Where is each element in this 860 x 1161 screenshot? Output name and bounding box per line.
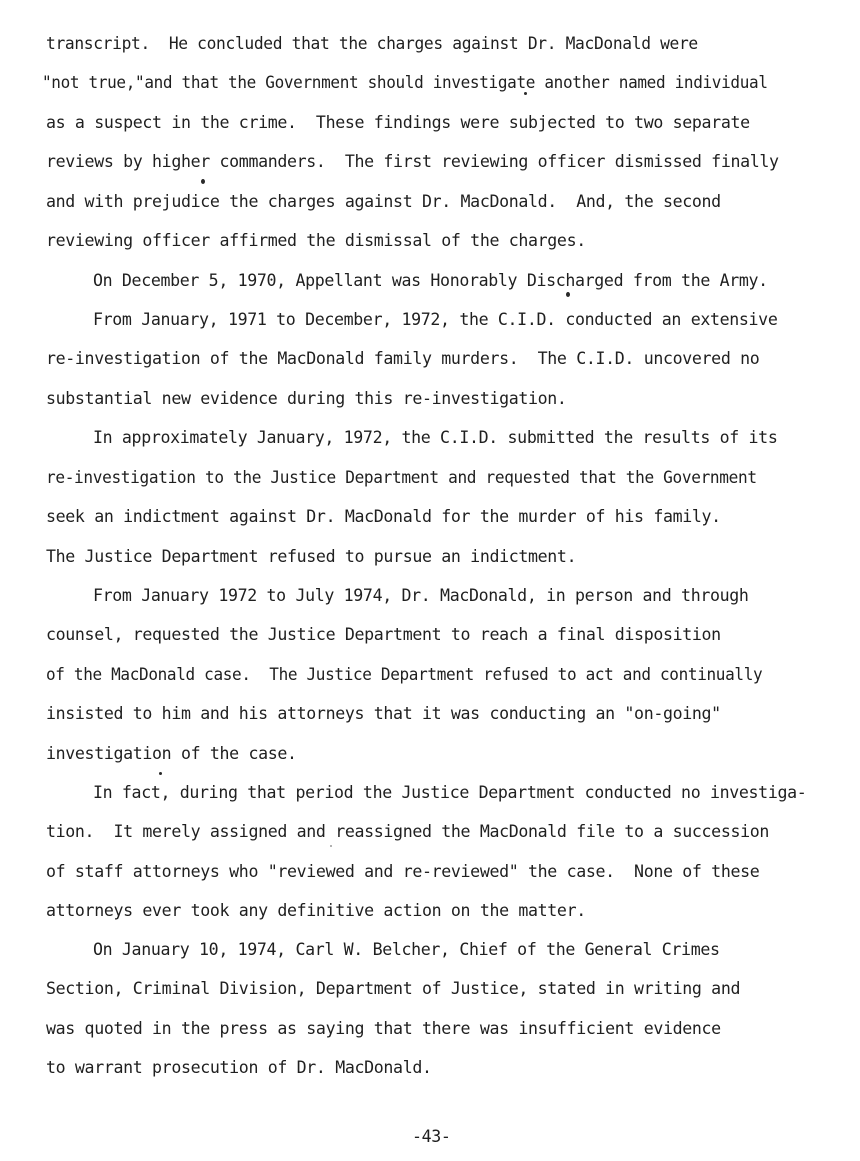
text-line: insisted to him and his attorneys that it was conducting an "on-going" xyxy=(46,704,721,723)
ink-speck xyxy=(330,845,332,847)
page-number: -43- xyxy=(412,1127,451,1146)
text-line: re-investigation to the Justice Department and requested that the Government xyxy=(46,468,757,487)
text-line: "not true,"and that the Government should investigate another named individual xyxy=(42,73,768,92)
text-line: and with prejudice the charges against Dr. MacDonald. And, the second xyxy=(46,192,721,211)
text-line: On December 5, 1970, Appellant was Honorably Discharged from the Army. xyxy=(93,271,768,290)
text-line: of staff attorneys who "reviewed and re-reviewed" the case. None of these xyxy=(46,862,760,881)
text-line: attorneys ever took any definitive action on the matter. xyxy=(46,901,586,920)
ink-speck xyxy=(159,772,162,775)
text-line: reviewing officer affirmed the dismissal of the charges. xyxy=(46,231,586,250)
text-line: investigation of the case. xyxy=(46,744,297,763)
text-line: The Justice Department refused to pursue an indictment. xyxy=(46,547,577,566)
ink-speck xyxy=(524,92,527,95)
text-line: In fact, during that period the Justice Department conducted no investiga- xyxy=(93,783,807,802)
text-line: reviews by higher commanders. The first reviewing officer dismissed finally xyxy=(46,152,779,171)
text-line: of the MacDonald case. The Justice Department refused to act and continually xyxy=(46,665,763,684)
text-line: re-investigation of the MacDonald family murders. The C.I.D. uncovered no xyxy=(46,349,760,368)
text-line: On January 10, 1974, Carl W. Belcher, Chief of the General Crimes xyxy=(93,940,720,959)
text-line: seek an indictment against Dr. MacDonald for the murder of his family. xyxy=(46,507,721,526)
ink-speck xyxy=(566,292,570,297)
text-line: counsel, requested the Justice Department to reach a final disposition xyxy=(46,625,721,644)
text-line: From January 1972 to July 1974, Dr. MacDonald, in person and through xyxy=(93,586,749,605)
text-line: was quoted in the press as saying that there was insufficient evidence xyxy=(46,1019,721,1038)
text-line: Section, Criminal Division, Department of Justice, stated in writing and xyxy=(46,979,741,998)
ink-speck xyxy=(201,179,205,184)
text-line: substantial new evidence during this re-investigation. xyxy=(46,389,567,408)
text-line: transcript. He concluded that the charges against Dr. MacDonald were xyxy=(46,34,698,53)
text-line: to warrant prosecution of Dr. MacDonald. xyxy=(46,1058,432,1077)
text-line: In approximately January, 1972, the C.I.D. submitted the results of its xyxy=(93,428,778,447)
text-line: From January, 1971 to December, 1972, the C.I.D. conducted an extensive xyxy=(93,310,778,329)
text-line: as a suspect in the crime. These findings were subjected to two separate xyxy=(46,113,750,132)
text-line: tion. It merely assigned and reassigned the MacDonald file to a succession xyxy=(46,822,770,841)
